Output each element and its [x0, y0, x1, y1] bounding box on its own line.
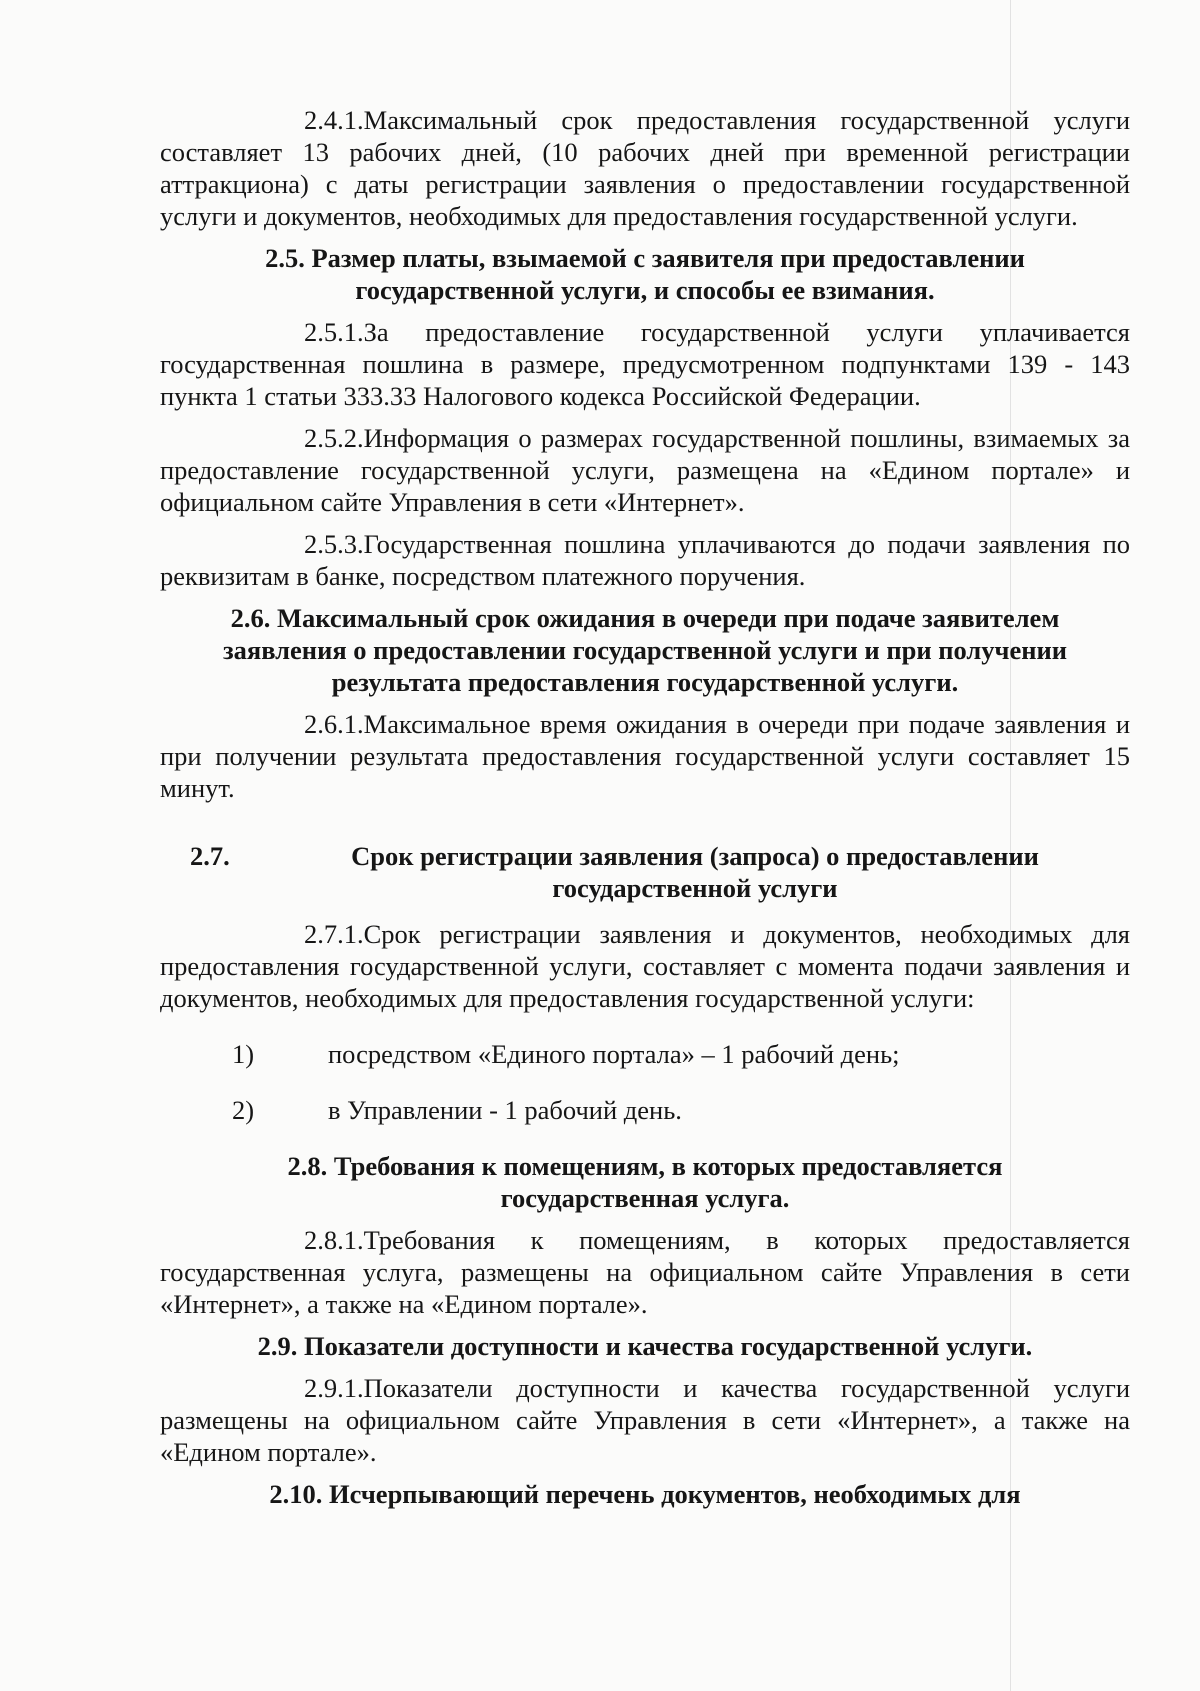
paragraph-2-4-1: 2.4.1.Максимальный срок предоставления государственной услуги составляет 13 рабочих дней, (10 рабочих дней при временной регистрации аттракциона) с даты регистрации заявления о предоставлении государственной услуги и документов, необходимых для предоставления государственной услуги.: [160, 105, 1130, 231]
paragraph-2-8-1: 2.8.1.Требования к помещениям, в которых предоставляется государственная услуга, размещены на официальном сайте Управления в сети «Интернет», а также на «Едином портале».: [160, 1225, 1130, 1319]
paragraph-2-9-1: 2.9.1.Показатели доступности и качества государственной услуги размещены на официальном сайте Управления в сети «Интернет», а также на «Едином портале».: [160, 1373, 1130, 1467]
heading-2-5: 2.5. Размер платы, взымаемой с заявителя при предоставлении государственной услуги, и способы ее взимания.: [265, 243, 1025, 305]
list-item-1: 1) посредством «Единого портала» – 1 рабочий день;: [232, 1039, 900, 1069]
document-page: [160, 104, 1130, 1520]
heading-2-9: 2.9. Показатели доступности и качества государственной услуги.: [257, 1331, 1033, 1361]
paragraph-2-5-3: 2.5.3.Государственная пошлина уплачиваются до подачи заявления по реквизитам в банке, посредством платежного поручения.: [160, 529, 1130, 591]
heading-2-7: [160, 840, 1130, 904]
heading-2-10: 2.10. Исчерпывающий перечень документов, необходимых для: [269, 1479, 1021, 1509]
paragraph-2-5-2: 2.5.2.Информация о размерах государственной пошлины, взимаемых за предоставление государственной услуги, размещена на «Едином портале» и официальном сайте Управления в сети «Интернет».: [160, 423, 1130, 517]
heading-2-6: 2.6. Максимальный срок ожидания в очереди при подаче заявителем заявления о предоставлении государственной услуги и при получении результата предоставления государственной услуги.: [222, 603, 1068, 697]
paragraph-2-7-1: 2.7.1.Срок регистрации заявления и документов, необходимых для предоставления государственной услуги, составляет с момента подачи заявления и документов, необходимых для предоставления государственной услуги:: [160, 919, 1130, 1013]
paragraph-2-6-1: 2.6.1.Максимальное время ожидания в очереди при подаче заявления и при получении результата предоставления государственной услуги составляет 15 минут.: [160, 709, 1130, 803]
paragraph-2-5-1: 2.5.1.За предоставление государственной услуги уплачивается государственная пошлина в размере, предусмотренном подпунктами 139 - 143 пункта 1 статьи 333.33 Налогового кодекса Российской Федерации.: [160, 317, 1130, 411]
heading-2-7-text: Срок регистрации заявления (запроса) о предоставлении государственной услуги: [351, 841, 1039, 903]
heading-2-7-number: 2.7.: [190, 841, 230, 871]
list-item-2: 2) в Управлении - 1 рабочий день.: [232, 1095, 682, 1125]
heading-2-8: 2.8. Требования к помещениям, в которых предоставляется государственная услуга.: [287, 1151, 1003, 1213]
